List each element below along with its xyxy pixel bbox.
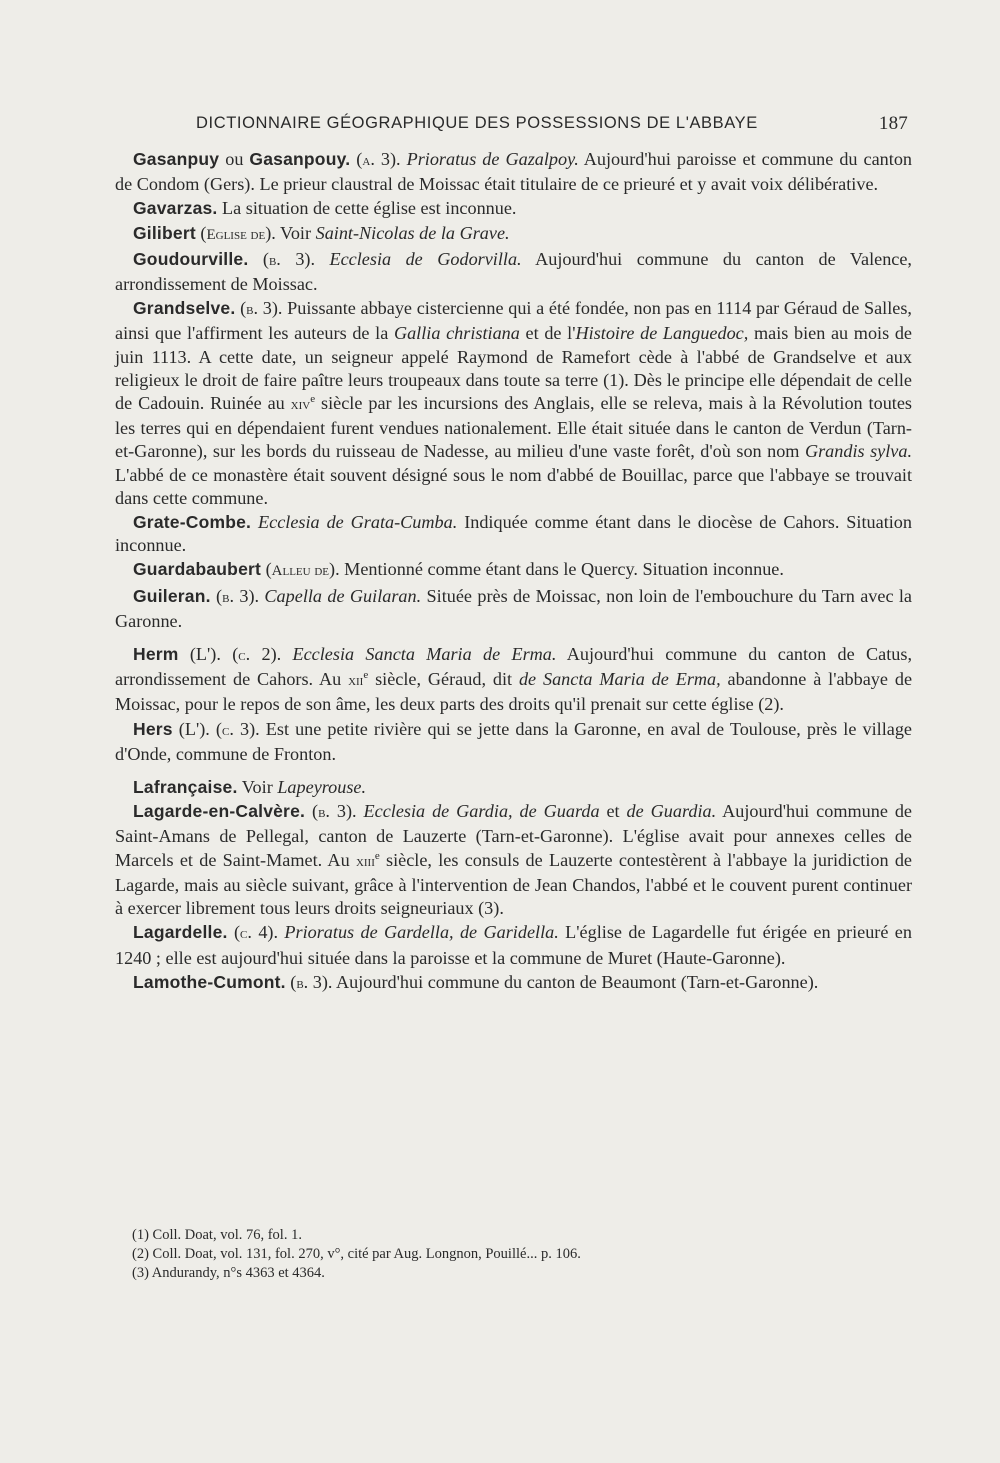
entry-lagardelle	[115, 921, 912, 969]
entry-gilibert	[115, 222, 912, 247]
latin-name: de Guardia.	[626, 801, 717, 822]
headword: Gasanpouy.	[249, 149, 351, 169]
headword: Lagarde-en-Calvère.	[133, 801, 306, 822]
entry-text: La situation de cette église est inconnue.	[217, 198, 517, 219]
latin-name: Ecclesia de Gardia, de Guarda	[363, 801, 600, 822]
century-numeral: xiv	[290, 397, 311, 414]
entry-text: Située près de Moissac, non loin de l'embouchure du Tarn avec la Garonne.	[115, 585, 913, 631]
entry-text: (L'). (	[178, 644, 239, 665]
latin-name: Capella de Guilaran.	[264, 585, 422, 606]
latin-name: de Sancta Maria de Erma,	[518, 669, 721, 690]
running-head-title: DICTIONNAIRE GÉOGRAPHIQUE DES POSSESSIONS DE L'ABBAYE	[196, 114, 758, 132]
entry-herm	[115, 643, 912, 717]
entry-text: . 3).	[276, 248, 330, 269]
work-title: Gallia christiana	[393, 323, 520, 344]
cross-reference: Saint-Nicolas de la Grave.	[315, 222, 510, 243]
headword: Lamothe-Cumont.	[133, 971, 286, 992]
entry-text: . 3). Aujourd'hui commune du canton de Beaumont (Tarn-et-Garonne).	[303, 971, 819, 992]
entry-text: et de l'	[519, 323, 576, 344]
work-title: Histoire de Languedoc,	[575, 323, 749, 344]
entry-text: . 3). Est une petite rivière qui se jette dans la Garonne, en aval de Toulouse, près le village d'Onde, commune de Fronton.	[115, 718, 912, 764]
headword: Grandselve.	[133, 298, 236, 319]
entry-goudourville	[115, 248, 912, 296]
entry-text: ). Voir	[265, 222, 316, 243]
region-code: c	[240, 926, 248, 943]
latin-name: Prioratus de Gardella, de Garidella.	[284, 922, 559, 943]
century-numeral: xii	[348, 673, 364, 690]
footnote-2: (2) Coll. Doat, vol. 131, fol. 270, v°, cité par Aug. Longnon, Pouillé... p. 106.	[132, 1246, 581, 1262]
headword: Lagardelle.	[133, 922, 228, 943]
headword: Guardabaubert	[133, 559, 262, 580]
superscript: e	[374, 849, 380, 862]
entry-text: (	[248, 248, 269, 269]
page-number: 187	[878, 113, 908, 134]
headword: Herm	[133, 644, 179, 665]
footnote-3: (3) Andurandy, n°s 4363 et 4364.	[132, 1265, 325, 1281]
entry-text: (	[305, 801, 319, 822]
latin-name: Prioratus de Gazalpoy.	[406, 149, 579, 169]
headword: Gilibert	[133, 222, 196, 243]
entry-text: L'église de Lagardelle fut érigée en prieuré en 1240 ; elle est aujourd'hui située dans la paroisse et la commune de Muret (Haute-Garonne).	[115, 922, 912, 968]
entry-grandselve	[115, 297, 912, 510]
entry-text: Aujourd'hui commune du canton de Catus, arrondissement de Cahors. Au	[115, 644, 912, 690]
region-code: b	[296, 975, 304, 992]
entry-lafrancaise	[115, 776, 912, 799]
entry-grate-combe	[115, 511, 912, 557]
latin-name: Ecclesia de Godorvilla.	[329, 248, 522, 269]
small-caps-text: Eglise de	[206, 226, 266, 243]
entry-text: ). Mentionné comme étant dans le Quercy. Situation inconnue.	[329, 559, 784, 580]
entry-guardabaubert	[115, 558, 912, 583]
entry-text: . 3).	[325, 801, 364, 822]
headword: Gasanpuy	[133, 149, 220, 169]
entry-text: . 3).	[229, 585, 265, 606]
footnotes	[132, 1226, 832, 1283]
entry-guileran	[115, 585, 912, 633]
entry-text: (L'). (	[172, 718, 222, 739]
entry-text: (	[261, 559, 272, 580]
region-code: c	[238, 648, 246, 665]
superscript: e	[310, 392, 316, 405]
entry-text: . 2).	[245, 644, 293, 665]
entry-gasanpuy	[115, 148, 912, 196]
entry-text: Aujourd'hui commune de Saint-Amans de Pellegal, canton de Lauzerte (Tarn-et-Garonne). L'église avait pour annexes celles de Marcels et de Saint-Mamet. Au	[115, 801, 912, 870]
entry-text: siècle par les incursions des Anglais, elle se releva, mais à la Révolution toutes les terres qui en dépendaient furent vendues nationalement. Elle était située dans le canton de Verdun (Tarn-et-Garonne), sur les bords du ruisseau de Nadesse, au milieu d'une vaste forêt, d'où son nom	[115, 393, 913, 462]
region-code: b	[268, 252, 277, 269]
entry-text	[251, 512, 258, 532]
small-caps-text: Alleu de	[271, 563, 330, 580]
entry-text: L'abbé de ce monastère était souvent désigné sous le nom d'abbé de Bouillac, parce que l'abbaye se trouvait dans cette commune.	[115, 464, 912, 508]
entry-text: mais bien au mois de juin 1113. A cette date, un seigneur appelé Raymond de Ramefort cède à l'abbé de Grandselve et aux religieux le droit de faire paître leurs troupeaux dans toute sa terre (1). Dès le principe elle dépendait de celle de Cadouin. Ruinée au	[115, 323, 913, 414]
entry-text: et	[599, 801, 627, 822]
entry-text: (	[285, 971, 297, 992]
entry-hers	[115, 718, 912, 766]
entry-text: abandonne à l'abbaye de Moissac, pour le repos de son âme, les deux parts des droits qu'il prenait sur cette église (2).	[115, 669, 913, 715]
entry-text: ou	[219, 149, 250, 169]
headword: Lafrançaise.	[133, 777, 238, 798]
entry-text: Indiquée comme étant dans le diocèse de Cahors. Situation inconnue.	[115, 512, 912, 556]
superscript: e	[363, 669, 369, 682]
latin-name: Ecclesia de Grata-Cumba.	[258, 512, 458, 533]
latin-name: Ecclesia Sancta Maria de Erma.	[292, 644, 557, 665]
entry-text: . 3).	[370, 149, 407, 169]
cross-reference: Lapeyrouse.	[277, 777, 367, 798]
headword: Grate-Combe.	[133, 512, 252, 533]
entry-text: . 4).	[247, 922, 285, 943]
headword: Hers	[133, 718, 173, 739]
entry-text: (	[210, 585, 223, 606]
latin-name: Grandis sylva.	[804, 441, 912, 462]
headword: Guileran.	[133, 585, 211, 606]
region-code: b	[222, 589, 230, 606]
region-code: a	[362, 153, 371, 169]
region-code: b	[318, 805, 326, 822]
region-code: b	[246, 302, 254, 319]
entry-lamothe-cumont	[115, 971, 912, 996]
entry-lagarde-en-calvere	[115, 800, 912, 920]
entry-text: (	[227, 922, 241, 943]
entry-text: siècle, les consuls de Lauzerte contestèrent à l'abbaye la juridiction de Lagarde, mais au siècle suivant, grâce à l'intervention de Jean Chandos, l'abbé et le couvent purent continuer à exercer librement tous leurs droits seigneuriaux (3).	[115, 849, 912, 919]
entry-text: Aujourd'hui commune du canton de Valence, arrondissement de Moissac.	[115, 248, 912, 295]
entry-text: . 3). Puissante abbaye cistercienne qui a été fondée, non pas en 1114 par Géraud de Salles, ainsi que l'affirment les auteurs de la	[115, 298, 912, 344]
dictionary-body	[115, 148, 912, 997]
running-head	[196, 113, 908, 134]
entry-gavarzas	[115, 197, 912, 220]
headword: Goudourville.	[133, 248, 249, 269]
century-numeral: xiii	[355, 853, 375, 870]
entry-text: Aujourd'hui paroisse et commune du canton de Condom (Gers). Le prieur claustral de Moissac était titulaire de ce prieuré et y avait voix délibérative.	[115, 149, 913, 195]
entry-text: (	[235, 298, 247, 319]
entry-text: (	[350, 149, 363, 169]
footnote-1: (1) Coll. Doat, vol. 76, fol. 1.	[132, 1227, 302, 1243]
headword: Gavarzas.	[133, 198, 218, 219]
entry-text: siècle, Géraud, dit	[368, 669, 519, 690]
region-code: c	[222, 722, 230, 739]
entry-text: (	[195, 222, 207, 243]
entry-text: Voir	[237, 777, 278, 798]
